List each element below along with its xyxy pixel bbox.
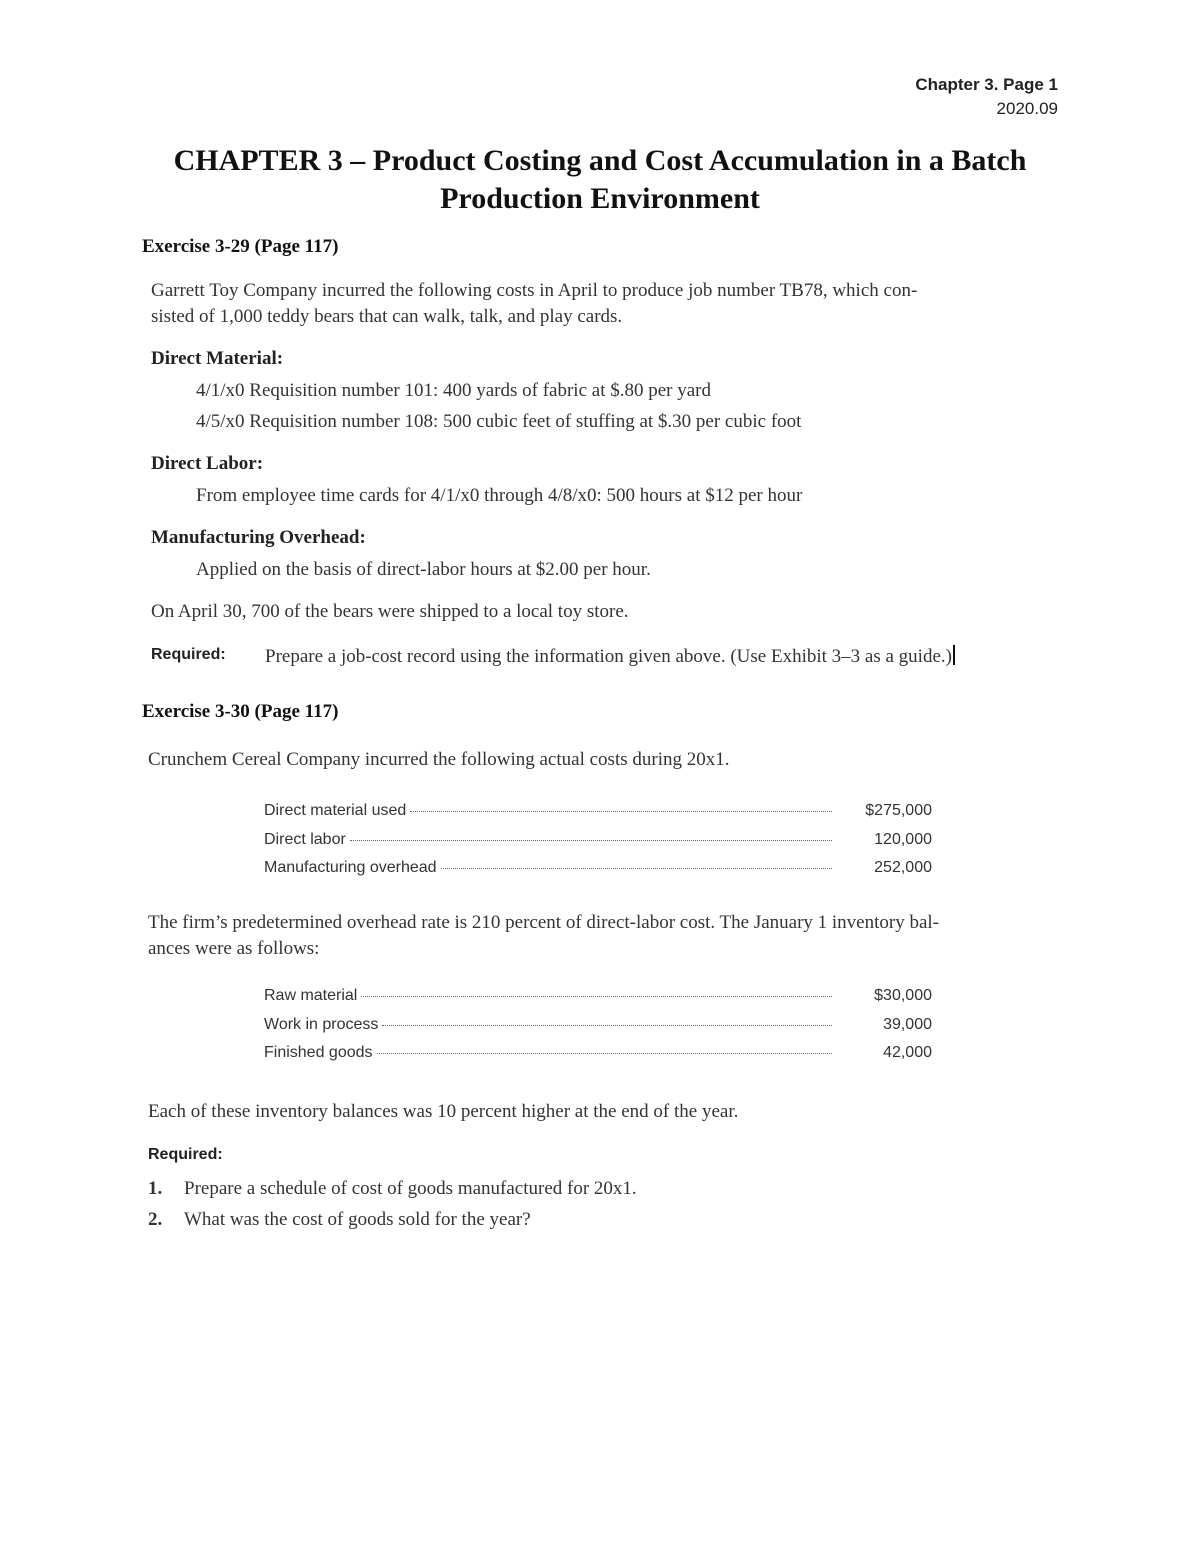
cost-amount: 252,000: [874, 859, 932, 877]
actual-costs-table: [264, 802, 932, 888]
cost-label: Direct labor: [264, 830, 346, 848]
text-cursor: [953, 645, 955, 665]
list-item: [148, 1178, 637, 1200]
table-row: [264, 1044, 932, 1073]
table-row: [264, 1016, 932, 1045]
inventory-higher-statement: Each of these inventory balances was 10 percent higher at the end of the year.: [148, 1101, 739, 1122]
chapter-title: CHAPTER 3 – Product Costing and Cost Accumulation in a Batch Production Environment: [173, 144, 1027, 215]
page-reference: Chapter 3. Page 1: [915, 75, 1058, 94]
direct-material-line-1: 4/1/x0 Requisition number 101: 400 yards of fabric at $.80 per yard: [196, 380, 712, 401]
inventory-label: Work in process: [264, 1015, 379, 1033]
inventory-amount: 39,000: [883, 1015, 932, 1033]
inventory-label: Finished goods: [264, 1044, 373, 1062]
dot-leader: [382, 1025, 832, 1026]
page-header: [915, 73, 1058, 121]
exercise-3-29-heading: Exercise 3-29 (Page 117): [142, 236, 339, 257]
list-item-number: 1.: [148, 1178, 163, 1199]
table-row: [264, 859, 932, 888]
cost-amount: $275,000: [865, 802, 932, 819]
direct-material-line-2: 4/5/x0 Requisition number 108: 500 cubic feet of stuffing at $.30 per cubic foot: [196, 411, 802, 432]
manufacturing-overhead-line: Applied on the basis of direct-labor hours at $2.00 per hour.: [196, 559, 651, 580]
list-item-text: Prepare a schedule of cost of goods manufactured for 20x1.: [184, 1178, 637, 1199]
ex29-intro-line-2: sisted of 1,000 teddy bears that can walk, talk, and play cards.: [151, 306, 623, 327]
ex29-required-text: [265, 645, 955, 668]
ex30-required-label: Required:: [148, 1146, 223, 1163]
list-item-text: What was the cost of goods sold for the year?: [184, 1209, 531, 1230]
direct-labor-line: From employee time cards for 4/1/x0 through 4/8/x0: 500 hours at $12 per hour: [196, 485, 803, 506]
ex30-intro: Crunchem Cereal Company incurred the following actual costs during 20x1.: [148, 749, 730, 770]
dot-leader: [361, 996, 832, 997]
cost-label: Direct material used: [264, 802, 407, 819]
inventory-amount: 42,000: [883, 1044, 932, 1062]
dot-leader: [410, 811, 832, 812]
list-item-number: 2.: [148, 1209, 163, 1230]
dot-leader: [350, 840, 832, 841]
ex29-intro-line-1: Garrett Toy Company incurred the following costs in April to produce job number TB78, which con-: [151, 280, 918, 301]
cost-amount: 120,000: [874, 830, 932, 848]
table-row: [264, 831, 932, 860]
overhead-rate-line-2: ances were as follows:: [148, 938, 320, 959]
direct-labor-heading: Direct Labor:: [151, 453, 264, 474]
document-date: 2020.09: [996, 99, 1058, 118]
inventory-balances-table: [264, 987, 932, 1073]
inventory-amount: $30,000: [874, 987, 932, 1004]
exercise-3-30-heading: Exercise 3-30 (Page 117): [142, 701, 339, 722]
ex29-required-label: Required:: [151, 646, 226, 663]
ex29-required-text-content: Prepare a job-cost record using the information given above. (Use Exhibit 3–3 as a guide.): [265, 646, 952, 667]
list-item: [148, 1209, 531, 1231]
manufacturing-overhead-heading: Manufacturing Overhead:: [151, 527, 366, 548]
table-row: [264, 802, 932, 831]
dot-leader: [441, 868, 832, 869]
overhead-rate-line-1: The firm’s predetermined overhead rate is 210 percent of direct-labor cost. The January 1 inventory bal-: [148, 912, 940, 933]
dot-leader: [377, 1053, 832, 1054]
shipped-statement: On April 30, 700 of the bears were shipped to a local toy store.: [151, 601, 629, 622]
inventory-label: Raw material: [264, 987, 358, 1004]
direct-material-heading: Direct Material:: [151, 348, 284, 369]
table-row: [264, 987, 932, 1016]
cost-label: Manufacturing overhead: [264, 859, 437, 877]
